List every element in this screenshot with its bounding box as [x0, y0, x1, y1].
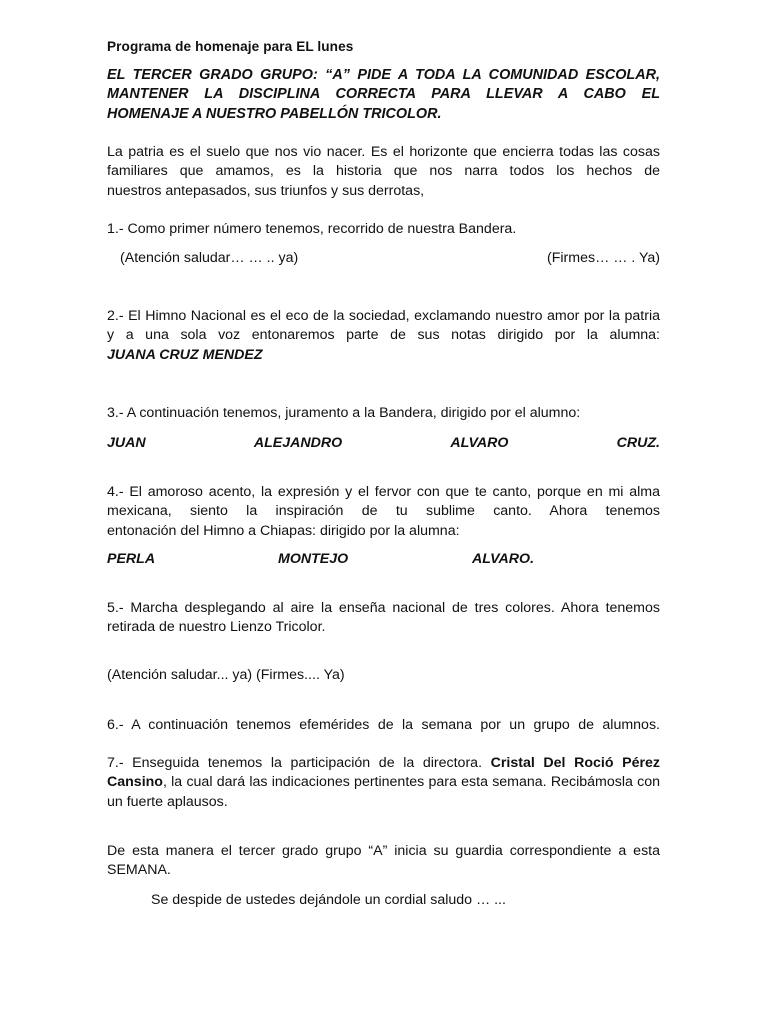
item-7 — [107, 754, 660, 812]
item-2-name: JUANA CRUZ MENDEZ — [107, 346, 263, 363]
name-word: ALVARO — [450, 435, 509, 451]
item-7-pre: 7.- Enseguida tenemos la participación de la directora. — [107, 755, 491, 771]
patria-word: antepasados, — [165, 182, 251, 199]
farewell-line: Se despide de ustedes dejándole un cordial saludo … ... — [151, 892, 506, 908]
patria-word: derrotas, — [368, 182, 425, 199]
item-3: 3.- A continuación tenemos, juramento a la Bandera, dirigido por el alumno: — [107, 405, 581, 421]
name-word: JUAN — [107, 435, 146, 451]
patria-word: sus — [254, 182, 277, 199]
closing-paragraph: De esta manera el tercer grado grupo “A” inicia su guardia correspondiente a esta SEMANA. — [107, 843, 660, 879]
item-6: 6.- A continuación tenemos efemérides de la semana por un grupo de alumnos. — [107, 717, 660, 733]
item-7-director-name: Cristal Del Roció Pérez Cansino — [107, 755, 660, 791]
name-word: ALEJANDRO — [253, 435, 343, 451]
intro-word: HOMENAJE — [107, 105, 189, 122]
item-1-command-left: (Atención saludar… … .. ya) — [120, 250, 299, 266]
document-title: Programa de homenaje para EL lunes — [107, 39, 354, 54]
item-7-post: , la cual dará las indicaciones pertinentes para esta semana. Recibámosla con un fuerte aplausos. — [107, 774, 660, 810]
item-1-command-right: (Firmes… … . Ya) — [547, 250, 660, 266]
item-1: 1.- Como primer número tenemos, recorrido de nuestra Bandera. — [107, 221, 517, 237]
intro-heading — [107, 66, 660, 124]
patria-paragraph — [107, 143, 660, 201]
item-1-commands — [120, 249, 660, 268]
name-word: MONTEJO — [278, 551, 349, 567]
item-2-text: 2.- El Himno Nacional es el eco de la sociedad, exclamando nuestro amor por la patria y a una sola voz entonaremos parte de sus notas dirigido por la alumna: — [107, 308, 660, 344]
item-4 — [107, 483, 660, 541]
intro-line-2: MANTENER LA DISCIPLINA CORRECTA PARA LLEVAR A CABO EL — [107, 86, 660, 103]
patria-word: nuestros — [107, 182, 162, 199]
intro-word: PABELLÓN — [280, 105, 359, 122]
item-5: 5.- Marcha desplegando al aire la enseña nacional de tres colores. Ahora tenemos retirada de nuestro Lienzo Tricolor. — [107, 600, 660, 636]
name-word: PERLA — [107, 551, 156, 567]
intro-line-1: EL TERCER GRADO GRUPO: “A” PIDE A TODA LA COMUNIDAD ESCOLAR, — [107, 67, 660, 83]
patria-text: La patria es el suelo que nos vio nacer. Es el horizonte que encierra todas las cosas familiares que amamos, es la historia que nos narra todos los hechos de — [107, 144, 660, 180]
item-5-commands: (Atención saludar... ya) (Firmes.... Ya) — [107, 667, 345, 683]
item-4-text: 4.- El amoroso acento, la expresión y el fervor con que te canto, porque en mi alma mexicana, siento la inspiración de tu sublime canto. Ahora tenemos — [107, 484, 660, 520]
item-4-last-line: entonación del Himno a Chiapas: dirigido por la alumna: — [107, 522, 460, 539]
patria-word: sus — [342, 182, 365, 199]
item-2 — [107, 307, 660, 365]
patria-last-line — [107, 182, 660, 201]
intro-word: A — [192, 105, 202, 122]
patria-word: y — [331, 182, 339, 199]
item-3-name — [107, 434, 660, 453]
patria-word: triunfos — [280, 182, 328, 199]
intro-line-3 — [107, 105, 660, 124]
name-word: CRUZ. — [616, 435, 660, 451]
intro-word: TRICOLOR. — [362, 105, 442, 122]
name-word: ALVARO. — [472, 551, 535, 567]
intro-word: NUESTRO — [205, 105, 277, 122]
